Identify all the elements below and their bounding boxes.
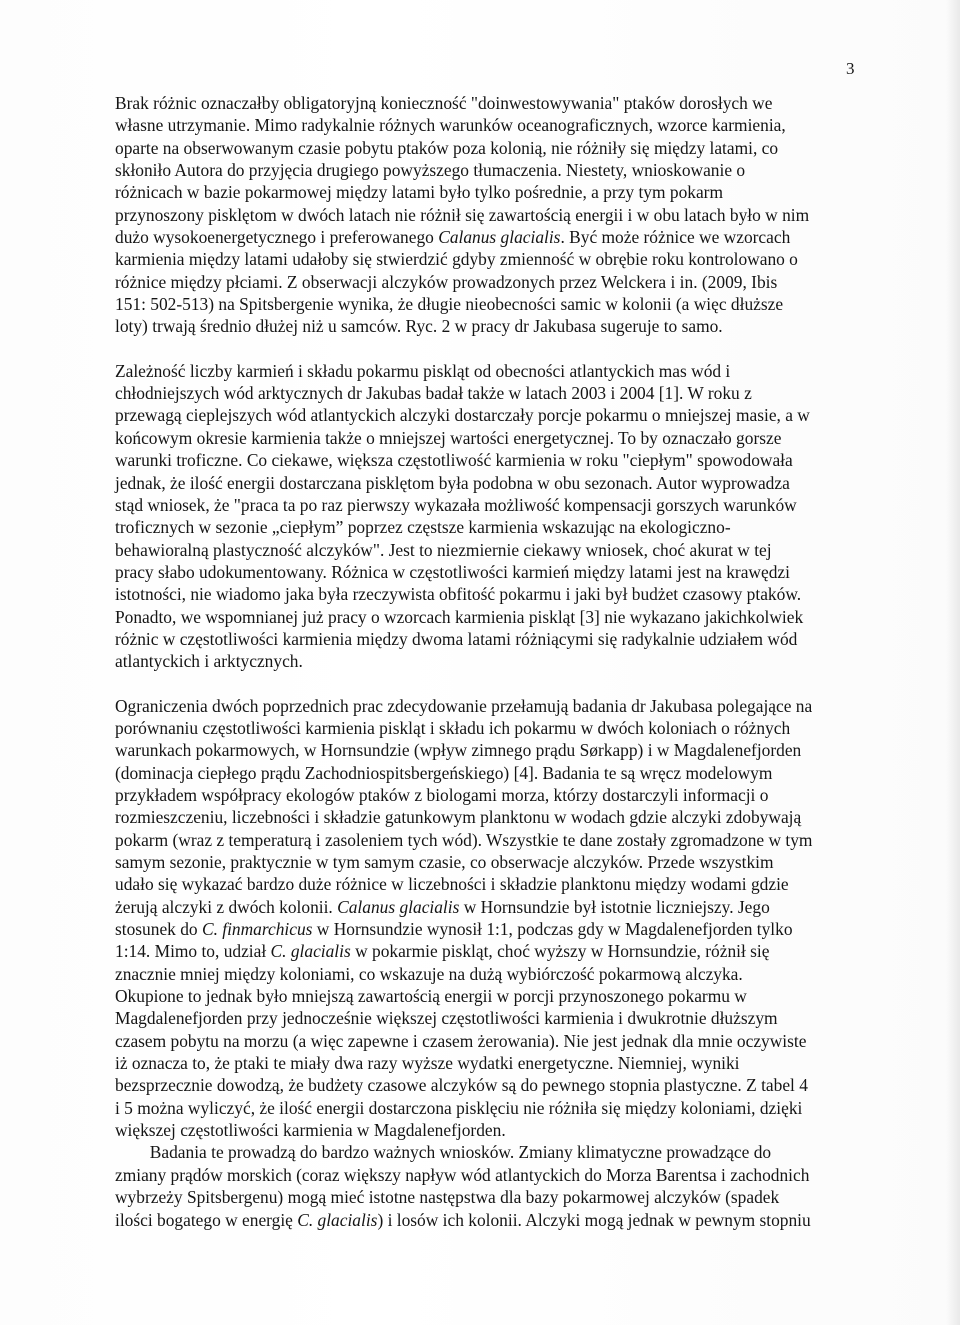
text-line: Brak różnic oznaczałby obligatoryjną konieczność "doinwestowywania" ptaków dorosłych we (115, 93, 773, 113)
text-line: większej częstotliwości karmienia w Magdalenefjorden. (115, 1120, 506, 1141)
text-line: jednak, że ilość energii dostarczana pisklętom była podobna w obu sezonach. Autor wyprowadza (115, 472, 790, 493)
text-line: troficznych w sezonie „ciepłym” poprzez częstsze karmienia wskazując na ekologiczno- (115, 517, 731, 538)
text-line: różnic w częstotliwości karmienia między dwoma latami różniącymi się radykalnie udziałem wód (115, 628, 798, 649)
text-line: Magdalenefjorden przy jednocześnie większej częstotliwości karmienia i dwukrotnie dłuższym (115, 1008, 778, 1029)
text-line: 1:14. Mimo to, udział C. glacialis w pokarmie piskląt, choć wyższy w Hornsundzie, różnił się (115, 941, 770, 962)
text-line: ilości bogatego w energię C. glacialis) i losów ich kolonii. Alczyki mogą jednak w pewnym stopniu (115, 1209, 811, 1230)
text-line: dużo wysokoenergetycznego i preferowanego Calanus glacialis. Być może różnice we wzorcach (115, 227, 791, 248)
page-number: 3 (846, 59, 855, 78)
text-line: wybrzeży Spitsbergenu) mogą mieć istotne następstwa dla bazy pokarmowej alczyków (spadek (115, 1187, 780, 1208)
text-line: behawioralną plastyczność alczyków". Jest to niezmiernie ciekawy wniosek, choć akurat w tej (115, 539, 772, 560)
paragraph (115, 360, 857, 673)
text-line: atlantyckich i arktycznych. (115, 651, 303, 672)
text-line: Zależność liczby karmień i składu pokarmu piskląt od obecności atlantyckich mas wód i (115, 360, 731, 381)
text-line: różnice między płciami. Z obserwacji alczyków prowadzonych przez Welckera i in. (2009, Ibis (115, 271, 778, 292)
page-edge-shadow (946, 0, 960, 1325)
text-line: pokarm (wraz z temperaturą i zasoleniem tych wód). Wszystkie te dane zostały zgromadzone w tym (115, 829, 813, 850)
text-line: i 5 można wyliczyć, że ilość energii dostarczona pisklęciu nie różniła się między koloniami, dzięki (115, 1097, 803, 1118)
text-line: zmiany prądów morskich (coraz większy napływ wód atlantyckich do Morza Barentsa i zachodnich (115, 1164, 810, 1185)
text-line: własne utrzymanie. Mimo radykalnie różnych warunków oceanograficznych, wzorce karmienia, (115, 115, 786, 136)
text-line: istotności, nie wiadomo jaka była rzeczywista obfitość pokarmu i jaki był budżet czasowy ptaków. (115, 584, 802, 605)
text-line: bezsprzecznie dowodzą, że budżety czasowe alczyków są do pewnego stopnia plastyczne. Z tabel 4 (115, 1075, 808, 1096)
paragraph (115, 92, 857, 338)
text-line: znacznie mniej między koloniami, co wskazuje na dużą wybiórczość pokarmową alczyka. (115, 963, 743, 984)
text-line: samym sezonie, praktycznie w tym samym czasie, co obserwacje alczyków. Przede wszystkim (115, 852, 774, 872)
text-line: przewagą cieplejszych wód atlantyckich alczyki dostarczały porcje pokarmu o mniejszej masie, a w (115, 405, 810, 426)
text-line: przynoszony pisklętom w dwóch latach nie różnił się zawartością energii i w obu latach było w nim (115, 204, 810, 225)
text-line: iż oznacza to, że ptaki te miały dwa razy wyższe wydatki energetyczne. Niemniej, wyniki (115, 1053, 740, 1074)
text-line: Ograniczenia dwóch poprzednich prac zdecydowanie przełamują badania dr Jakubasa polegające na (115, 695, 813, 716)
paragraph-gap (115, 338, 857, 360)
text-line: różnicach w bazie pokarmowej między latami było tylko pośrednie, a przy tym pokarm (115, 182, 723, 203)
text-line: pracy słabo udokumentowany. Różnica w częstotliwości karmień między latami jest na krawędzi (115, 561, 790, 582)
text-line: udało się wykazać bardzo duże różnice w liczebności i składzie planktonu między wodami gdzie (115, 874, 789, 895)
paragraph-gap (115, 673, 857, 695)
text-line: żerują alczyki z dwóch kolonii. Calanus glacialis w Hornsundzie był istotnie liczniejszy. Jego (115, 896, 770, 917)
text-line: Ponadto, we wspomnianej już pracy o wzorcach karmienia piskląt [3] nie wykazano jakichkolwiek (115, 606, 804, 627)
document-body (115, 92, 857, 1231)
text-line: Okupione to jednak było mniejszą zawartością energii w porcji przynoszonego pokarmu w (115, 986, 747, 1007)
text-line: Badania te prowadzą do bardzo ważnych wniosków. Zmiany klimatyczne prowadzące do (115, 1142, 772, 1163)
text-line: przykładem współpracy ekologów ptaków z biologami morza, którzy dostarczyli informacji o (115, 784, 769, 805)
text-line: rozmieszczeniu, liczebności i składzie gatunkowym planktonu w wodach gdzie alczyki zdobywają (115, 807, 802, 828)
text-line: oparte na obserwowanym czasie pobytu ptaków poza kolonią, nie różniły się między latami, co (115, 137, 779, 158)
paragraph (115, 695, 857, 1231)
text-line: (dominacja ciepłego prądu Zachodniospitsbergeńskiego) [4]. Badania te są wręcz modelowym (115, 762, 773, 783)
text-line: loty) trwają średnio dłużej niż u samców. Ryc. 2 w pracy dr Jakubasa sugeruje to samo. (115, 316, 723, 337)
text-line: chłodniejszych wód arktycznych dr Jakubas badał także w latach 2003 i 2004 [1]. W roku z (115, 383, 752, 404)
text-line: porównaniu częstotliwości karmienia piskląt i składu ich pokarmu w dwóch koloniach o różnych (115, 717, 791, 738)
text-line: karmienia między latami udałoby się stwierdzić gdyby zmienność w obrębie roku kontrolowano o (115, 249, 798, 270)
text-line: stąd wniosek, że "praca ta po raz pierwszy wykazała możliwość kompensacji gorszych warunków (115, 494, 797, 515)
text-line: warunki troficzne. Co ciekawe, większa częstotliwość karmienia w roku "ciepłym" spowodowała (115, 450, 793, 471)
text-line: skłoniło Autora do przyjęcia drugiego powyższego tłumaczenia. Niestety, wnioskowanie o (115, 160, 746, 181)
text-line: warunkach pokarmowych, w Hornsundzie (wpływ zimnego prądu Sørkapp) i w Magdalenefjorden (115, 740, 802, 761)
text-line: czasem pobytu na morzu (a więc zapewne i czasem żerowania). Nie jest jednak dla mnie oczywiste (115, 1030, 807, 1051)
text-line: 151: 502-513) na Spitsbergenie wynika, że długie nieobecności samic w kolonii (a więc dłuższe (115, 294, 784, 315)
text-line: stosunek do C. finmarchicus w Hornsundzie wynosił 1:1, podczas gdy w Magdalenefjorden tylko (115, 919, 793, 940)
text-line: końcowym okresie karmienia także o mniejszej wartości energetycznej. To by oznaczało gorsze (115, 427, 782, 448)
